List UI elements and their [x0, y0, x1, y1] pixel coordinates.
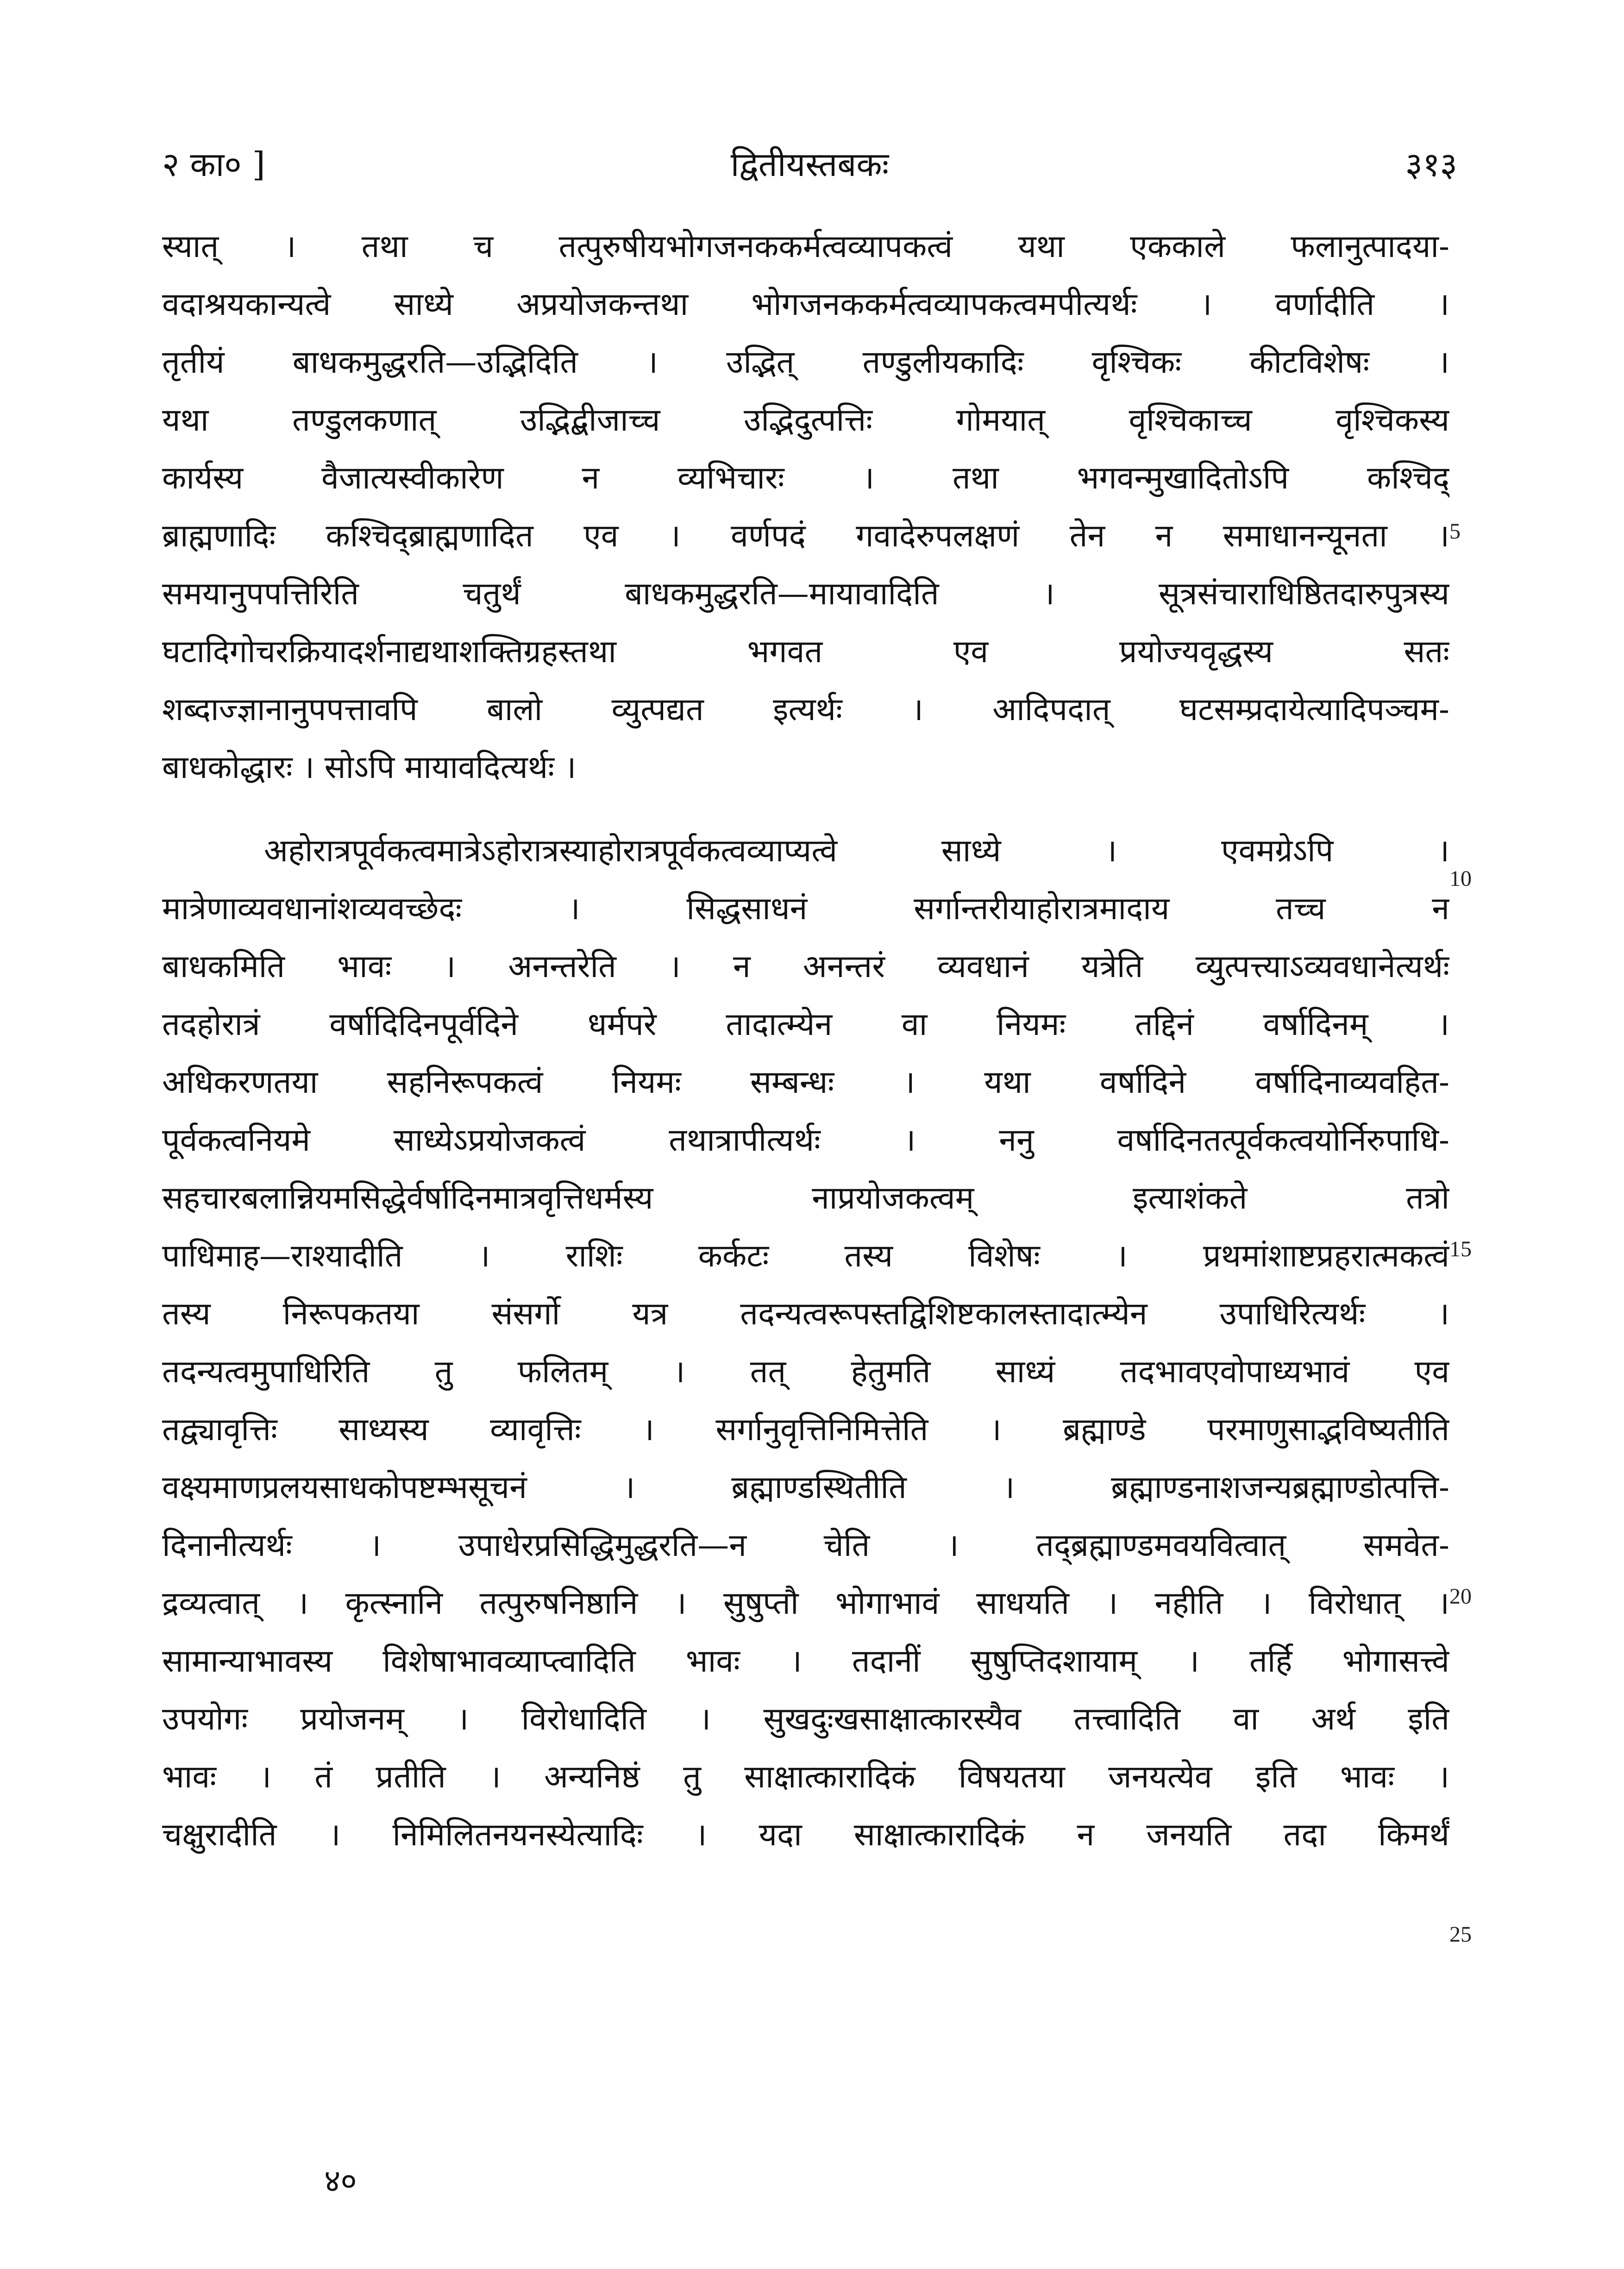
text-line: सामान्याभावस्य विशेषाभावव्याप्त्वादिति भावः । तदानीं सुषुप्तिदशायाम् । तर्हि भोगासत्त्वे [162, 1643, 1449, 1680]
header-chapter: २ का० ] [162, 145, 265, 184]
text-line: घटादिगोचरक्रियादर्शनाद्यथाशक्तिग्रहस्तथा भगवत एव प्रयोज्यवृद्धस्य सतः [162, 633, 1449, 670]
text-line: तद्व्यावृत्तिः साध्यस्य व्यावृत्तिः । सर्गानुवृत्तिनिमित्तेति । ब्रह्माण्डे परमाणुसाद्भविष्यतीति [162, 1411, 1449, 1448]
page-body [162, 218, 1449, 1864]
text-line: वदाश्रयकान्यत्वे साध्ये अप्रयोजकन्तथा भोगजनककर्मत्वव्यापकत्वमपीत्यर्थः । वर्णादीति । [162, 286, 1449, 323]
text-line: अहोरात्रपूर्वकत्वमात्रेऽहोरात्रस्याहोरात्रपूर्वकत्वव्याप्यत्वे साध्ये । एवमग्रेऽपि । [264, 833, 1449, 869]
text-line: पूर्वकत्वनियमे साध्येऽप्रयोजकत्वं तथात्रापीत्यर्थः । ननु वर्षादिनतत्पूर्वकत्वयोर्निरुपाधि- [162, 1122, 1449, 1159]
text-line: तस्य निरूपकतया संसर्गो यत्र तदन्यत्वरूपस्तद्विशिष्टकालस्तादात्म्येन उपाधिरित्यर्थः । [162, 1296, 1449, 1332]
text-line: यथा तण्डुलकणात् उद्भिद्बीजाच्च उद्भिदुत्पत्तिः गोमयात् वृश्चिकाच्च वृश्चिकस्य [162, 402, 1449, 439]
text-line: समयानुपपत्तिरिति चतुर्थं बाधकमुद्धरति—मायावादिति । सूत्रसंचाराधिष्ठितदारुपुत्रस्य [162, 576, 1449, 612]
text-line: दिनानीत्यर्थः । उपाधेरप्रसिद्धिमुद्धरति—न चेति । तद्ब्रह्माण्डमवयवित्वात् समवेत- [162, 1527, 1449, 1564]
line-number: 5 [1449, 519, 1461, 544]
text-line: सहचारबलान्नियमसिद्धेर्वर्षादिनमात्रवृत्तिधर्मस्य नाप्रयोजकत्वम् इत्याशंकते तत्रो [162, 1180, 1449, 1216]
text-line: चक्षुरादीति । निमिलितनयनस्येत्यादिः । यदा साक्षात्कारादिकं न जनयति तदा किमर्थं [162, 1817, 1449, 1853]
text-line: कार्यस्य वैजात्यस्वीकारेण न व्यभिचारः । तथा भगवन्मुखादितोऽपि कश्चिद् [162, 460, 1449, 496]
text-line: मात्रेणाव्यवधानांशव्यवच्छेदः । सिद्धसाधनं सर्गान्तरीयाहोरात्रमादाय तच्च न [162, 890, 1449, 927]
header-title: द्वितीयस्तबकः [730, 145, 889, 184]
signature-mark: ४० [324, 2163, 357, 2200]
line-number: 25 [1449, 1922, 1472, 1947]
text-line: पाधिमाह—राश्यादीति । राशिः कर्कटः तस्य विशेषः । प्रथमांशाष्टप्रहरात्मकत्वं [162, 1238, 1449, 1274]
line-number: 15 [1449, 1237, 1472, 1261]
text-line: द्रव्यत्वात् । कृत्स्नानि तत्पुरुषनिष्ठानि । सुषुप्तौ भोगाभावं साधयति । नहीति । विरोधात् । [162, 1585, 1449, 1622]
paragraph-1 [162, 218, 1449, 796]
text-line: बाधकोद्धारः । सोऽपि मायावदित्यर्थः । [162, 749, 577, 786]
text-line: अधिकरणतया सहनिरूपकत्वं नियमः सम्बन्धः । यथा वर्षादिने वर्षादिनाव्यवहित- [162, 1064, 1449, 1101]
page-header [162, 139, 1457, 190]
line-number: 10 [1449, 866, 1472, 891]
text-line: शब्दाज्ज्ञानानुपपत्तावपि बालो व्युत्पद्यत इत्यर्थः । आदिपदात् घटसम्प्रदायेत्यादिपञ्चम- [162, 691, 1449, 728]
text-line: भावः । तं प्रतीति । अन्यनिष्ठं तु साक्षात्कारादिकं विषयतया जनयत्येव इति भावः । [162, 1759, 1449, 1795]
text-line: तदहोरात्रं वर्षादिदिनपूर्वदिने धर्मपरे तादात्म्येन वा नियमः तद्दिनं वर्षादिनम् । [162, 1006, 1449, 1043]
text-line: उपयोगः प्रयोजनम् । विरोधादिति । सुखदुःखसाक्षात्कारस्यैव तत्त्वादिति वा अर्थ इति [162, 1701, 1449, 1737]
text-line: बाधकमिति भावः । अनन्तरेति । न अनन्तरं व्यवधानं यत्रेति व्युत्पत्त्याऽव्यवधानेत्यर्थः [162, 948, 1449, 985]
line-number: 20 [1449, 1584, 1472, 1609]
header-page-number: ३१३ [1405, 145, 1457, 184]
text-line: स्यात् । तथा च तत्पुरुषीयभोगजनककर्मत्वव्यापकत्वं यथा एककाले फलानुत्पादया- [162, 228, 1449, 265]
text-line: वक्ष्यमाणप्रलयसाधकोपष्टम्भसूचनं । ब्रह्माण्डस्थितीति । ब्रह्माण्डनाशजन्यब्रह्माण्डोत्पत्ति- [162, 1469, 1449, 1506]
text-line: ब्राह्मणादिः कश्चिद्ब्राह्मणादित एव । वर्णपदं गवादेरुपलक्षणं तेन न समाधानन्यूनता । [162, 518, 1449, 554]
paragraph-2 [162, 822, 1449, 1864]
text-line: तदन्यत्वमुपाधिरिति तु फलितम् । तत् हेतुमति साध्यं तदभावएवोपाध्यभावं एव [162, 1354, 1449, 1390]
text-line: तृतीयं बाधकमुद्धरति—उद्भिदिति । उद्भित् तण्डुलीयकादिः वृश्चिकः कीटविशेषः । [162, 344, 1449, 381]
